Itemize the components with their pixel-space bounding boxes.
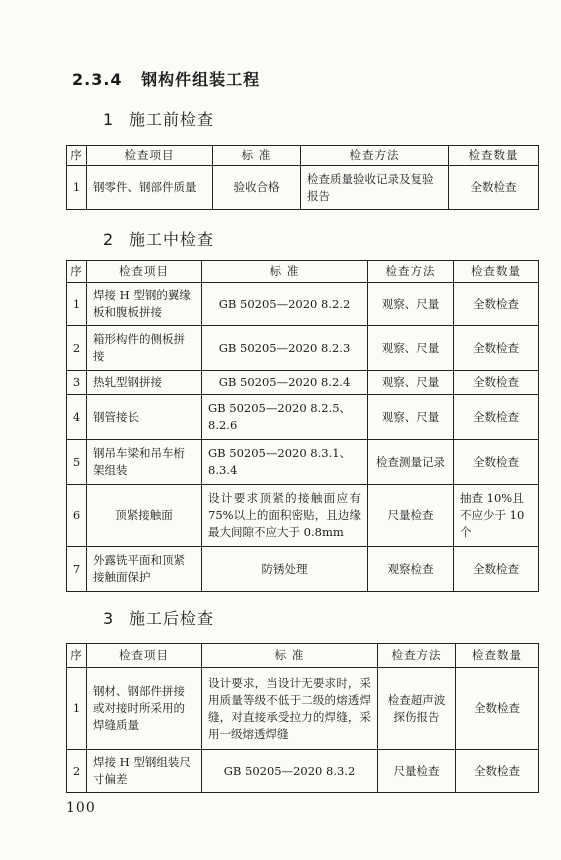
- table-row: [67, 371, 539, 395]
- cell-quantity: 全数检查: [454, 547, 539, 592]
- subsection-number: 1: [103, 110, 115, 129]
- cell-seq: 3: [67, 371, 87, 395]
- header-item: 检查项目: [87, 261, 202, 283]
- cell-item: 钢吊车梁和吊车桁架组装: [87, 440, 202, 485]
- cell-quantity: 抽查 10%且不应少于 10 个: [454, 485, 539, 547]
- cell-seq: 2: [67, 750, 87, 793]
- table-row: [67, 166, 539, 210]
- table-row: [67, 326, 539, 371]
- cell-standard: GB 50205—2020 8.3.2: [202, 750, 378, 793]
- table-row: [67, 283, 539, 326]
- cell-method: 观察检查: [368, 547, 454, 592]
- cell-seq: 1: [67, 668, 87, 750]
- cell-method: 观察、尺量: [368, 371, 454, 395]
- subsection-title: 施工中检查: [129, 230, 215, 249]
- subsection-number: 2: [103, 230, 115, 249]
- header-standard: 标 准: [213, 146, 301, 166]
- header-method: 检查方法: [378, 644, 456, 668]
- cell-item: 钢管接长: [87, 395, 202, 440]
- header-quantity: 检查数量: [454, 261, 539, 283]
- section-number: 2.3.4: [72, 70, 123, 89]
- cell-seq: 4: [67, 395, 87, 440]
- header-seq: 序: [67, 146, 87, 166]
- subsection-heading-during: [103, 227, 214, 250]
- cell-quantity: 全数检查: [456, 668, 539, 750]
- table-row: [67, 750, 539, 793]
- cell-seq: 5: [67, 440, 87, 485]
- cell-method: 观察、尺量: [368, 395, 454, 440]
- cell-method: 尺量检查: [378, 750, 456, 793]
- table-row: [67, 485, 539, 547]
- section-heading: [72, 67, 260, 90]
- header-item: 检查项目: [87, 146, 213, 166]
- cell-standard: GB 50205—2020 8.2.2: [202, 283, 368, 326]
- cell-quantity: 全数检查: [454, 326, 539, 371]
- cell-quantity: 全数检查: [454, 395, 539, 440]
- header-standard: 标 准: [202, 644, 378, 668]
- cell-quantity: 全数检查: [449, 166, 539, 210]
- cell-method: 尺量检查: [368, 485, 454, 547]
- cell-method: 检查测量记录: [368, 440, 454, 485]
- cell-quantity: 全数检查: [454, 440, 539, 485]
- header-seq: 序: [67, 261, 87, 283]
- cell-standard: 验收合格: [213, 166, 301, 210]
- cell-standard: 设计要求，当设计无要求时，采用质量等级不低于二级的熔透焊缝，对直接承受拉力的焊缝，采用一级熔透焊缝: [202, 668, 378, 750]
- table-row: [67, 668, 539, 750]
- header-method: 检查方法: [368, 261, 454, 283]
- cell-standard: 防锈处理: [202, 547, 368, 592]
- table-row: [67, 440, 539, 485]
- cell-item: 钢材、钢部件拼接或对接时所采用的焊缝质量: [87, 668, 202, 750]
- cell-item: 热轧型钢拼接: [87, 371, 202, 395]
- table-header-row: [67, 261, 539, 283]
- cell-quantity: 全数检查: [454, 283, 539, 326]
- cell-item: 焊接 H 型钢组装尺寸偏差: [87, 750, 202, 793]
- cell-standard: GB 50205—2020 8.2.5、8.2.6: [202, 395, 368, 440]
- cell-seq: 1: [67, 166, 87, 210]
- cell-standard: 设计要求顶紧的接触面应有75%以上的面积密贴，且边缘最大间隙不应大于 0.8mm: [202, 485, 368, 547]
- cell-item: 焊接 H 型钢的翼缘板和腹板拼接: [87, 283, 202, 326]
- cell-method: 观察、尺量: [368, 326, 454, 371]
- table-header-row: [67, 644, 539, 668]
- cell-seq: 7: [67, 547, 87, 592]
- cell-item: 外露铣平面和顶紧接触面保护: [87, 547, 202, 592]
- table-pre-construction: [66, 145, 539, 210]
- page-number: 100: [66, 800, 96, 816]
- cell-standard: GB 50205—2020 8.2.3: [202, 326, 368, 371]
- subsection-number: 3: [103, 609, 115, 628]
- cell-method: 检查质量验收记录及复验报告: [301, 166, 449, 210]
- cell-quantity: 全数检查: [454, 371, 539, 395]
- table-header-row: [67, 146, 539, 166]
- cell-method: 观察、尺量: [368, 283, 454, 326]
- table-row: [67, 395, 539, 440]
- cell-seq: 2: [67, 326, 87, 371]
- cell-seq: 6: [67, 485, 87, 547]
- subsection-title: 施工前检查: [129, 110, 215, 129]
- table-post-construction: [66, 643, 539, 793]
- table-during-construction: [66, 260, 539, 592]
- subsection-title: 施工后检查: [129, 609, 215, 628]
- section-title: 钢构件组装工程: [141, 70, 261, 89]
- cell-item: 顶紧接触面: [87, 485, 202, 547]
- table-row: [67, 547, 539, 592]
- cell-standard: GB 50205—2020 8.3.1、8.3.4: [202, 440, 368, 485]
- header-seq: 序: [67, 644, 87, 668]
- cell-item: 钢零件、钢部件质量: [87, 166, 213, 210]
- header-method: 检查方法: [301, 146, 449, 166]
- header-item: 检查项目: [87, 644, 202, 668]
- header-quantity: 检查数量: [456, 644, 539, 668]
- cell-quantity: 全数检查: [456, 750, 539, 793]
- subsection-heading-pre: [103, 107, 214, 130]
- cell-standard: GB 50205—2020 8.2.4: [202, 371, 368, 395]
- subsection-heading-post: [103, 606, 214, 629]
- cell-seq: 1: [67, 283, 87, 326]
- cell-item: 箱形构件的侧板拼接: [87, 326, 202, 371]
- cell-method: 检查超声波探伤报告: [378, 668, 456, 750]
- header-standard: 标 准: [202, 261, 368, 283]
- header-quantity: 检查数量: [449, 146, 539, 166]
